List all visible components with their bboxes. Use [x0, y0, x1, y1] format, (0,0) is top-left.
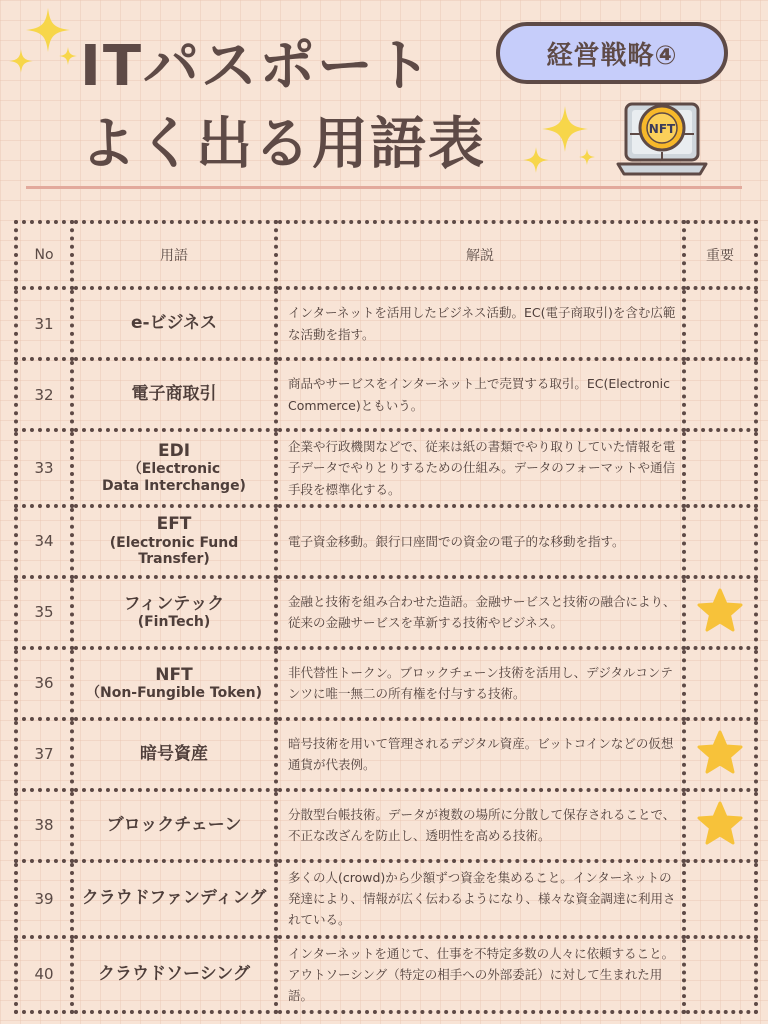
- term-name: クラウドソーシング: [98, 964, 250, 985]
- description-cell: インターネットを活用したビジネス活動。EC(電子商取引)を含む広範な活動を指す。: [276, 288, 684, 359]
- term-cell: [72, 648, 276, 719]
- table-row: [16, 861, 756, 937]
- term-cell: [72, 430, 276, 506]
- term-cell: [72, 719, 276, 790]
- term-subtitle: （Electronic: [127, 461, 221, 478]
- table-row: [16, 937, 756, 1013]
- term-name: EDI: [157, 440, 191, 461]
- importance-cell: [684, 719, 756, 790]
- description-cell: 多くの人(crowd)から少額ずつ資金を集めること。インターネットの発達により、情報が広く伝わるようになり、様々な資金調達に利用されている。: [276, 861, 684, 937]
- term-subtitle-2: Data Interchange): [102, 478, 246, 495]
- term-name: ブロックチェーン: [106, 815, 242, 836]
- importance-cell: [684, 359, 756, 430]
- table-row: [16, 648, 756, 719]
- description-cell: 金融と技術を組み合わせた造語。金融サービスと技術の融合により、従来の金融サービスを革新する技術やビジネス。: [276, 577, 684, 648]
- sparkle-icon: [522, 146, 550, 174]
- term-subtitle: （Non-Fungible Token): [85, 685, 263, 702]
- term-subtitle: (FinTech): [137, 614, 211, 631]
- term-cell: [72, 937, 276, 1013]
- term-subtitle-2: Transfer): [138, 551, 210, 568]
- description-cell: 分散型台帳技術。データが複数の場所に分散して保存されることで、不正な改ざんを防止し、透明性を高める技術。: [276, 790, 684, 861]
- row-number: 35: [16, 577, 72, 648]
- table-header-row: [16, 222, 756, 288]
- nft-laptop-icon: [616, 94, 708, 184]
- table-row: [16, 719, 756, 790]
- importance-cell: [684, 937, 756, 1013]
- terms-table: [14, 220, 754, 1014]
- description-cell: 電子資金移動。銀行口座間での資金の電子的な移動を指す。: [276, 506, 684, 577]
- table-row: [16, 790, 756, 861]
- star-icon: [697, 759, 743, 778]
- row-number: 34: [16, 506, 72, 577]
- sparkle-icon: [8, 48, 34, 74]
- term-cell: [72, 577, 276, 648]
- term-subtitle: (Electronic Fund: [109, 534, 239, 551]
- description-cell: 非代替性トークン。ブロックチェーン技術を活用し、デジタルコンテンツに唯一無二の所有権を付与する技術。: [276, 648, 684, 719]
- header-important: 重要: [684, 222, 756, 288]
- term-name: e-ビジネス: [130, 313, 218, 334]
- term-cell: [72, 288, 276, 359]
- table-row: [16, 506, 756, 577]
- star-icon: [697, 617, 743, 636]
- header-no: No: [16, 222, 72, 288]
- row-number: 31: [16, 288, 72, 359]
- star-icon: [697, 830, 743, 849]
- description-cell: インターネットを通じて、仕事を不特定多数の人々に依頼すること。アウトソーシング（特定の相手への外部委託）に対して生まれた用語。: [276, 937, 684, 1013]
- importance-cell: [684, 790, 756, 861]
- table-row: [16, 359, 756, 430]
- category-badge: 経営戦略④: [496, 22, 728, 84]
- term-name: 電子商取引: [131, 384, 217, 405]
- nft-icon-text: NFT: [648, 122, 676, 136]
- importance-cell: [684, 648, 756, 719]
- row-number: 32: [16, 359, 72, 430]
- importance-cell: [684, 288, 756, 359]
- header-divider: [26, 186, 742, 189]
- term-name: クラウドファンディング: [81, 888, 267, 909]
- term-cell: [72, 506, 276, 577]
- row-number: 33: [16, 430, 72, 506]
- table-row: [16, 288, 756, 359]
- term-name: 暗号資産: [140, 744, 208, 765]
- table-row: [16, 430, 756, 506]
- page-title-line1: ITパスポート: [80, 34, 434, 99]
- row-number: 39: [16, 861, 72, 937]
- page-title-line2: よく出る用語表: [80, 112, 486, 177]
- row-number: 38: [16, 790, 72, 861]
- term-cell: [72, 359, 276, 430]
- description-cell: 企業や行政機関などで、従来は紙の書類でやり取りしていた情報を電子データでやりとりするための仕組み。データのフォーマットや通信手段を標準化する。: [276, 430, 684, 506]
- importance-cell: [684, 861, 756, 937]
- description-cell: 商品やサービスをインターネット上で売買する取引。EC(Electronic Commerce)ともいう。: [276, 359, 684, 430]
- term-name: NFT: [155, 664, 193, 685]
- term-name: EFT: [156, 514, 192, 535]
- row-number: 40: [16, 937, 72, 1013]
- row-number: 36: [16, 648, 72, 719]
- importance-cell: [684, 577, 756, 648]
- term-name: フィンテック: [123, 593, 225, 614]
- header-desc: 解説: [276, 222, 684, 288]
- table-row: [16, 577, 756, 648]
- importance-cell: [684, 506, 756, 577]
- sparkle-icon: [58, 46, 78, 66]
- term-cell: [72, 861, 276, 937]
- importance-cell: [684, 430, 756, 506]
- header-term: 用語: [72, 222, 276, 288]
- term-cell: [72, 790, 276, 861]
- sparkle-icon: [578, 148, 596, 166]
- description-cell: 暗号技術を用いて管理されるデジタル資産。ビットコインなどの仮想通貨が代表例。: [276, 719, 684, 790]
- row-number: 37: [16, 719, 72, 790]
